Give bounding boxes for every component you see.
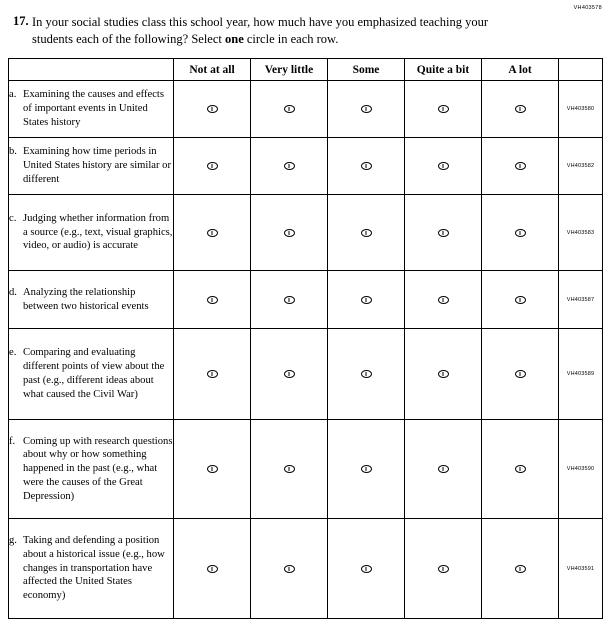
radio-circle-icon[interactable] <box>515 565 526 573</box>
radio-circle-icon[interactable] <box>284 370 295 378</box>
radio-f-not-at-all[interactable] <box>174 420 251 519</box>
radio-e-some[interactable] <box>328 329 405 420</box>
radio-g-a-lot[interactable] <box>482 519 559 619</box>
row-stem-g <box>9 519 174 619</box>
radio-e-very-little[interactable] <box>251 329 328 420</box>
radio-d-a-lot[interactable] <box>482 271 559 329</box>
radio-circle-icon[interactable] <box>438 565 449 573</box>
radio-g-some[interactable] <box>328 519 405 619</box>
radio-circle-icon[interactable] <box>207 296 218 304</box>
radio-circle-icon[interactable] <box>438 229 449 237</box>
row-id-d: VH403587 <box>559 271 603 329</box>
table-row <box>9 138 603 195</box>
radio-circle-icon[interactable] <box>515 229 526 237</box>
row-text-f: Coming up with research questions about why or how something happened in the past (e.g., what were the causes of the Great Depression) <box>23 435 173 502</box>
radio-circle-icon[interactable] <box>361 465 372 473</box>
radio-circle-icon[interactable] <box>515 162 526 170</box>
row-letter-b: b. <box>9 146 17 158</box>
radio-circle-icon[interactable] <box>438 370 449 378</box>
radio-circle-icon[interactable] <box>207 565 218 573</box>
radio-circle-icon[interactable] <box>207 105 218 113</box>
row-id-g: VH403591 <box>559 519 603 619</box>
table-header-row <box>9 59 603 81</box>
radio-a-quite-a-bit[interactable] <box>405 81 482 138</box>
radio-b-quite-a-bit[interactable] <box>405 138 482 195</box>
row-letter-c: c. <box>9 212 17 224</box>
row-id-b: VH403582 <box>559 138 603 195</box>
row-letter-a: a. <box>9 89 17 101</box>
row-stem-e <box>9 329 174 420</box>
page-identifier: VH403578 <box>573 5 602 11</box>
row-text-g: Taking and defending a position about a historical issue (e.g., how changes in transportation have affected the United States economy) <box>23 535 165 602</box>
row-text-d: Analyzing the relationship between two historical events <box>23 286 149 312</box>
response-matrix <box>8 58 603 619</box>
radio-circle-icon[interactable] <box>515 296 526 304</box>
radio-c-quite-a-bit[interactable] <box>405 195 482 271</box>
radio-g-very-little[interactable] <box>251 519 328 619</box>
radio-circle-icon[interactable] <box>361 296 372 304</box>
header-a-lot: A lot <box>482 59 559 81</box>
radio-circle-icon[interactable] <box>207 370 218 378</box>
header-very-little: Very little <box>251 59 328 81</box>
radio-circle-icon[interactable] <box>361 105 372 113</box>
header-some: Some <box>328 59 405 81</box>
row-letter-e: e. <box>9 347 17 359</box>
radio-f-very-little[interactable] <box>251 420 328 519</box>
question-text-part1: In your social studies class this school year, how much have you emphasized teaching your students each of the following? Select <box>32 15 488 46</box>
table-row <box>9 329 603 420</box>
header-not-at-all: Not at all <box>174 59 251 81</box>
row-stem-b <box>9 138 174 195</box>
row-text-b: Examining how time periods in United States history are similar or different <box>23 146 171 185</box>
radio-circle-icon[interactable] <box>207 229 218 237</box>
table-row <box>9 420 603 519</box>
radio-c-a-lot[interactable] <box>482 195 559 271</box>
radio-circle-icon[interactable] <box>438 162 449 170</box>
row-text-e: Comparing and evaluating different points of view about the past (e.g., different ideas about what caused the Civil War) <box>23 347 165 400</box>
radio-circle-icon[interactable] <box>284 565 295 573</box>
radio-circle-icon[interactable] <box>361 370 372 378</box>
radio-b-a-lot[interactable] <box>482 138 559 195</box>
radio-c-not-at-all[interactable] <box>174 195 251 271</box>
radio-b-not-at-all[interactable] <box>174 138 251 195</box>
radio-e-quite-a-bit[interactable] <box>405 329 482 420</box>
radio-circle-icon[interactable] <box>515 370 526 378</box>
radio-circle-icon[interactable] <box>207 162 218 170</box>
radio-circle-icon[interactable] <box>361 162 372 170</box>
row-stem-c <box>9 195 174 271</box>
header-stem <box>9 59 174 81</box>
row-letter-f: f. <box>9 435 16 447</box>
row-id-e: VH403589 <box>559 329 603 420</box>
radio-b-very-little[interactable] <box>251 138 328 195</box>
radio-c-some[interactable] <box>328 195 405 271</box>
radio-e-not-at-all[interactable] <box>174 329 251 420</box>
radio-g-not-at-all[interactable] <box>174 519 251 619</box>
radio-circle-icon[interactable] <box>284 105 295 113</box>
row-id-a: VH403580 <box>559 81 603 138</box>
header-id <box>559 59 603 81</box>
radio-a-very-little[interactable] <box>251 81 328 138</box>
radio-d-quite-a-bit[interactable] <box>405 271 482 329</box>
row-stem-a <box>9 81 174 138</box>
question-text <box>32 14 510 48</box>
question-text-part2: circle in each row. <box>243 31 339 46</box>
question-number: 17. <box>13 14 29 28</box>
radio-circle-icon[interactable] <box>438 105 449 113</box>
radio-f-quite-a-bit[interactable] <box>405 420 482 519</box>
radio-circle-icon[interactable] <box>361 229 372 237</box>
header-quite-a-bit: Quite a bit <box>405 59 482 81</box>
radio-circle-icon[interactable] <box>284 229 295 237</box>
question-text-emphasis: one <box>225 31 244 46</box>
radio-circle-icon[interactable] <box>438 296 449 304</box>
radio-circle-icon[interactable] <box>438 465 449 473</box>
radio-d-some[interactable] <box>328 271 405 329</box>
row-text-a: Examining the causes and effects of important events in United States history <box>23 89 165 128</box>
row-stem-f <box>9 420 174 519</box>
radio-circle-icon[interactable] <box>284 296 295 304</box>
radio-circle-icon[interactable] <box>284 465 295 473</box>
row-text-c: Judging whether information from a source (e.g., text, visual graphics, video, or audio) is accurate <box>23 212 173 252</box>
row-letter-g: g. <box>9 535 17 547</box>
row-id-f: VH403590 <box>559 420 603 519</box>
table-row <box>9 195 603 271</box>
row-letter-d: d. <box>9 286 17 298</box>
radio-c-very-little[interactable] <box>251 195 328 271</box>
radio-f-some[interactable] <box>328 420 405 519</box>
radio-d-very-little[interactable] <box>251 271 328 329</box>
radio-a-some[interactable] <box>328 81 405 138</box>
radio-circle-icon[interactable] <box>207 465 218 473</box>
table-row <box>9 271 603 329</box>
radio-a-a-lot[interactable] <box>482 81 559 138</box>
radio-f-a-lot[interactable] <box>482 420 559 519</box>
radio-circle-icon[interactable] <box>361 565 372 573</box>
radio-d-not-at-all[interactable] <box>174 271 251 329</box>
radio-circle-icon[interactable] <box>284 162 295 170</box>
row-stem-d <box>9 271 174 329</box>
radio-circle-icon[interactable] <box>515 465 526 473</box>
table-row <box>9 81 603 138</box>
question-prompt <box>10 14 510 48</box>
radio-circle-icon[interactable] <box>515 105 526 113</box>
radio-e-a-lot[interactable] <box>482 329 559 420</box>
row-id-c: VH403583 <box>559 195 603 271</box>
radio-g-quite-a-bit[interactable] <box>405 519 482 619</box>
radio-b-some[interactable] <box>328 138 405 195</box>
radio-a-not-at-all[interactable] <box>174 81 251 138</box>
table-row <box>9 519 603 619</box>
